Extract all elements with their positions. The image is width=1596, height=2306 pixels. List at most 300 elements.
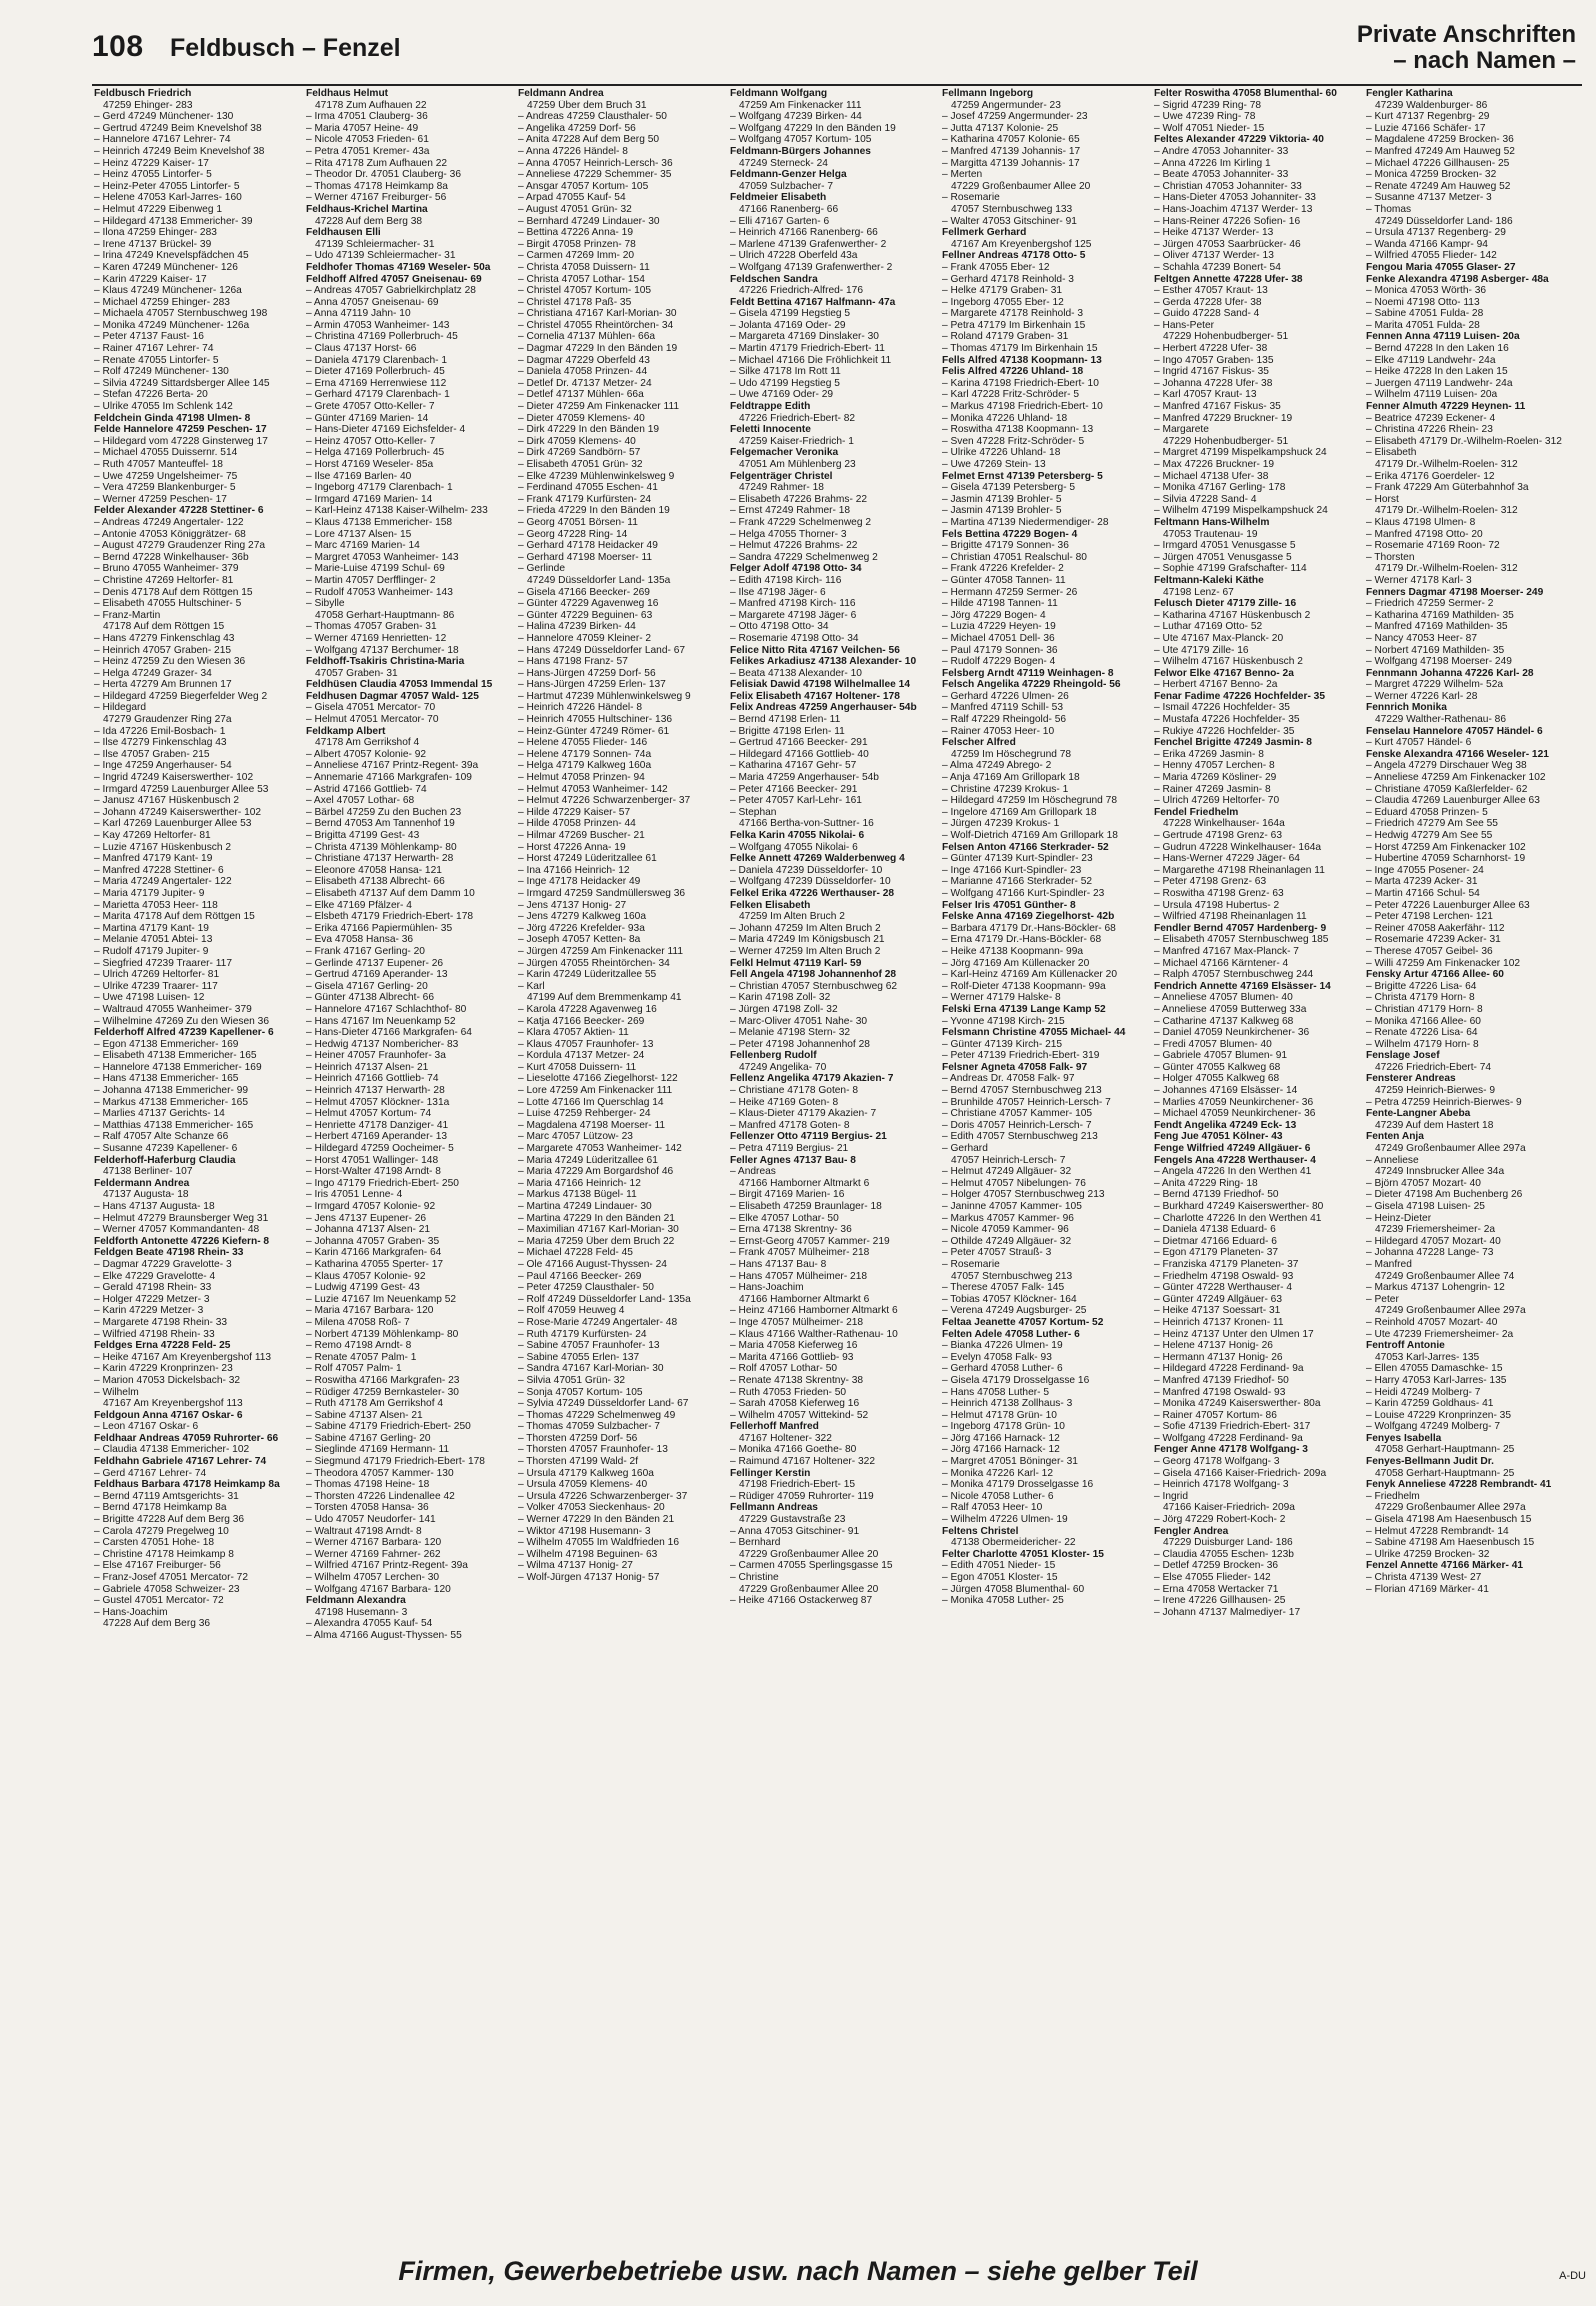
directory-entry: 47279 Graudenzer Ring 27a <box>103 714 232 726</box>
directory-entry: – Edith 47051 Nieder- 15 <box>942 1560 1056 1572</box>
directory-entry: – Joseph 47057 Ketten- 8a <box>518 934 641 946</box>
surname-entry: Felis Alfred 47226 Uhland- 18 <box>942 366 1084 378</box>
directory-entry: – Luise 47259 Rehberger- 24 <box>518 1108 651 1120</box>
directory-entry: – Heike 47228 In den Laken 15 <box>1366 366 1508 378</box>
directory-entry: – Wolfgang 47229 In den Bänden 19 <box>730 122 896 134</box>
directory-entry: 47179 Dr.-Wilhelm-Roelen- 312 <box>1375 505 1518 517</box>
directory-entry: – Frieda 47229 In den Bänden 19 <box>518 505 670 517</box>
directory-entry: – Elisabeth 47226 Brahms- 22 <box>730 493 868 505</box>
directory-entry: – Hilde 47198 Tannen- 11 <box>942 598 1058 610</box>
directory-entry: – Thomas 47229 Schelmenweg 49 <box>518 1409 676 1421</box>
directory-entry: – Ingelore 47169 Am Grillopark 18 <box>942 806 1097 818</box>
directory-entry: – Björn 47057 Mozart- 40 <box>1366 1177 1481 1189</box>
directory-entry: – Gisela 47198 Am Haesenbusch 15 <box>1366 1514 1532 1526</box>
directory-entry: – Georg 47178 Wolfgang- 3 <box>1154 1456 1280 1468</box>
directory-entry: – Janinne 47057 Kammer- 105 <box>942 1201 1082 1212</box>
directory-entry: – Detlef 47259 Brocken- 36 <box>1154 1560 1279 1572</box>
directory-entry: – Jolanta 47169 Oder- 29 <box>730 319 846 331</box>
directory-column-1 <box>92 88 304 2252</box>
directory-entry: – Gustel 47051 Mercator- 72 <box>94 1595 224 1607</box>
directory-entry: – Monika 47166 Allee- 60 <box>1366 1015 1481 1027</box>
directory-entry: – Beatrice 47239 Eckener- 4 <box>1366 412 1496 424</box>
directory-entry: 47053 Trautenau- 19 <box>1163 528 1258 540</box>
surname-entry: Felsch Angelika 47229 Rheingold- 56 <box>942 679 1121 691</box>
directory-entry: – Marlies 47059 Neunkirchener- 36 <box>1154 1096 1314 1108</box>
directory-entry: – Luzie 47167 Im Neuenkamp 52 <box>306 1293 457 1305</box>
directory-entry: 47179 Dr.-Wilhelm-Roelen- 312 <box>1375 563 1518 575</box>
directory-entry: – Georg 47051 Börsen- 11 <box>518 516 638 528</box>
directory-entry: – Sandra 47167 Karl-Morian- 30 <box>518 1363 664 1375</box>
directory-entry: – Dirk 47269 Sandbörn- 57 <box>518 447 641 459</box>
directory-entry: – Waltraud 47055 Wanheimer- 379 <box>94 1003 252 1015</box>
directory-entry: – Peter 47226 Lauenburger Allee 63 <box>1366 899 1530 911</box>
directory-entry: – Theodora 47057 Kammer- 130 <box>306 1467 454 1479</box>
surname-entry: Feldtrappe Edith <box>730 401 811 413</box>
footer-note: Firmen, Gewerbebetriebe usw. nach Namen – siehe gelber Teil <box>398 2256 1198 2286</box>
directory-entry: – Udo 47199 Hegstieg 5 <box>730 377 840 389</box>
directory-entry: – Bärbel 47259 Zu den Buchen 23 <box>306 806 462 818</box>
directory-entry: – Margret 47053 Wanheimer- 143 <box>306 551 459 563</box>
directory-entry: – Gisela 47199 Hegstieg 5 <box>730 308 851 320</box>
directory-entry: 47229 Gustavstraße 23 <box>739 1514 846 1526</box>
directory-entry: – Petra 47259 Heinrich-Bierwes- 9 <box>1366 1096 1522 1108</box>
directory-entry: – Ludwig 47199 Gest- 43 <box>306 1282 420 1294</box>
directory-entry: 47178 Zum Aufhauen 22 <box>315 99 427 111</box>
directory-entry: – Fredi 47057 Blumen- 40 <box>1154 1038 1272 1050</box>
directory-entry: – Jürgen 47058 Blumenthal- 60 <box>942 1583 1085 1595</box>
directory-entry: 47198 Husemann- 3 <box>315 1606 408 1618</box>
directory-entry: – Doris 47057 Heinrich-Lersch- 7 <box>942 1119 1092 1131</box>
directory-entry: 47179 Dr.-Wilhelm-Roelen- 312 <box>1375 459 1518 470</box>
surname-entry: Feldhaus Helmut <box>306 88 389 99</box>
directory-entry: – Kordula 47137 Metzer- 24 <box>518 1050 645 1062</box>
directory-entry: – Christiana 47167 Karl-Morian- 30 <box>518 308 677 320</box>
directory-entry: – Guido 47228 Sand- 4 <box>1154 308 1260 320</box>
directory-entry: – Hildegard 47259 Biegerfelder Weg 2 <box>94 690 268 702</box>
directory-entry: – Dieter 47198 Am Buchenberg 26 <box>1366 1189 1523 1201</box>
directory-entry: – Karl-Heinz 47169 Am Küllenacker 20 <box>942 969 1117 981</box>
directory-entry: 47229 Hohenbudberger- 51 <box>1163 331 1289 343</box>
directory-entry: – Rolf 47059 Heuweg 4 <box>518 1305 625 1317</box>
directory-entry: – Christine 47178 Heimkamp 8 <box>94 1548 234 1560</box>
directory-entry: – Lotte 47166 Im Querschlag 14 <box>518 1096 664 1108</box>
directory-entry: – Wilfried 47055 Flieder- 142 <box>1366 250 1497 262</box>
directory-entry: – Ulrike 47055 Im Schlenk 142 <box>94 401 233 413</box>
directory-entry: – Gerhard 47058 Luther- 6 <box>942 1363 1063 1375</box>
directory-entry: – Horst 47051 Wallinger- 148 <box>306 1154 439 1166</box>
directory-entry: – Sabine 47137 Alsen- 21 <box>306 1409 423 1421</box>
directory-entry: – Josef 47259 Angermunder- 23 <box>942 111 1088 123</box>
directory-entry: – Katharina 47169 Mathilden- 35 <box>1366 609 1514 621</box>
surname-entry: Fensky Artur 47166 Allee- 60 <box>1366 969 1504 981</box>
surname-entry: Feltmann-Kaleki Käthe <box>1154 574 1264 586</box>
directory-entry: – Marita 47166 Gottlieb- 93 <box>730 1351 854 1363</box>
directory-entry: – Thomas 47198 Heine- 18 <box>306 1479 430 1491</box>
directory-entry: – Petra 47051 Kremer- 43a <box>306 145 430 157</box>
directory-entry: – Günter 47055 Kalkweg 68 <box>1154 1061 1281 1073</box>
surname-entry: Felgemacher Veronika <box>730 447 839 459</box>
directory-entry: – Ernst-Georg 47057 Kammer- 219 <box>730 1235 890 1247</box>
directory-entry: – Monica 47259 Brocken- 32 <box>1366 169 1497 181</box>
surname-entry: Feldhusen Dagmar 47057 Wald- 125 <box>306 690 479 702</box>
directory-entry: – Janusz 47167 Hüskenbusch 2 <box>94 795 239 807</box>
directory-entry: 47229 Großenbaumer Allee 20 <box>739 1548 879 1560</box>
surname-entry: Felmet Ernst 47139 Petersberg- 5 <box>942 470 1103 482</box>
surname-entry: Felka Karin 47055 Nikolai- 6 <box>730 830 865 841</box>
surname-entry: Fentroff Antonie <box>1366 1340 1445 1352</box>
directory-entry: 47166 Bertha-von-Suttner- 16 <box>739 818 874 830</box>
directory-entry: – Frank 47167 Gerling- 20 <box>306 945 425 957</box>
directory-entry: – Heiner 47057 Fraunhofer- 3a <box>306 1050 446 1062</box>
directory-entry: – Elke 47229 Gravelotte- 4 <box>94 1270 216 1282</box>
directory-entry: – Ilse 47057 Graben- 215 <box>94 748 210 760</box>
directory-entry: – Rosemarie <box>942 1258 1000 1270</box>
directory-entry: – Tobias 47057 Klöckner- 164 <box>942 1293 1077 1305</box>
directory-entry: – Wolfgang 47198 Moerser- 249 <box>1366 656 1512 668</box>
directory-entry: – Kay 47269 Heltorfer- 81 <box>94 830 211 841</box>
directory-entry: – Lieselotte 47166 Ziegelhorst- 122 <box>518 1073 678 1085</box>
directory-entry: – Margarete 47178 Reinhold- 3 <box>942 308 1084 320</box>
directory-entry: – Alma 47166 August-Thyssen- 55 <box>306 1629 462 1641</box>
directory-entry: – Ingeborg 47055 Eber- 12 <box>942 296 1064 308</box>
directory-entry: – Wolfgang 47239 Düsseldorfer- 10 <box>730 876 891 888</box>
directory-entry: – Bernd 47178 Heimkamp 8a <box>94 1502 227 1514</box>
directory-entry: – Gisela 47051 Mercator- 70 <box>306 702 436 714</box>
directory-entry: 47138 Obermeidericher- 22 <box>951 1537 1076 1549</box>
directory-entry: – Michael 47059 Neunkirchener- 36 <box>1154 1108 1316 1120</box>
directory-entry: – Birgit 47169 Marien- 16 <box>730 1189 845 1201</box>
directory-entry: – Maria 47229 Am Borgardshof 46 <box>518 1166 674 1178</box>
directory-entry: – Daniela 47138 Eduard- 6 <box>1154 1224 1276 1236</box>
directory-entry: – Ingrid <box>1154 1490 1188 1502</box>
directory-entry: – Werner 47259 Peschen- 17 <box>94 493 227 505</box>
directory-entry: – Rolf 47057 Palm- 1 <box>306 1363 402 1375</box>
directory-entry: – Peter 47057 Strauß- 3 <box>942 1247 1052 1259</box>
directory-entry: – Siegmund 47179 Friedrich-Ebert- 178 <box>306 1456 485 1468</box>
directory-entry: – Christina 47226 Rhein- 23 <box>1366 424 1493 436</box>
directory-entry: – Jasmin 47139 Brohler- 5 <box>942 493 1062 505</box>
directory-entry: – Karin 47198 Zoll- 32 <box>730 992 831 1004</box>
directory-entry: – Gabriele 47057 Blumen- 91 <box>1154 1050 1288 1062</box>
directory-entry: – Maria 47259 Angerhauser- 54b <box>730 772 879 784</box>
directory-entry: 47226 Friedrich-Alfred- 176 <box>739 285 864 297</box>
directory-entry: – Wilhelm <box>94 1386 139 1398</box>
surname-entry: Felikes Arkadiusz 47138 Alexander- 10 <box>730 656 917 668</box>
directory-entry: – Charlotte 47226 In den Werthen 41 <box>1154 1212 1322 1224</box>
directory-entry: – Inge 47259 Angerhauser- 54 <box>94 760 232 772</box>
directory-entry: – Bernhard <box>730 1537 781 1549</box>
directory-entry: – Hans 47279 Finkenschlag 43 <box>94 632 235 644</box>
directory-entry: – Monika 47058 Luther- 25 <box>942 1595 1064 1607</box>
directory-entry: – Helene 47179 Sonnen- 74a <box>518 748 652 760</box>
directory-entry: – Martina 47229 In den Bänden 21 <box>518 1212 675 1224</box>
directory-entry: – Günter 47138 Albrecht- 66 <box>306 992 434 1004</box>
surname-entry: Feltens Christel <box>942 1525 1019 1537</box>
directory-entry: – Helene 47053 Karl-Jarres- 160 <box>94 192 242 204</box>
directory-entry: – Alma 47249 Abrego- 2 <box>942 760 1052 772</box>
directory-entry: – Anna 47053 Gitschiner- 91 <box>730 1525 860 1537</box>
directory-entry: – Catharine 47137 Kalkweg 68 <box>1154 1015 1294 1027</box>
directory-entry: – Daniel 47059 Neunkirchener- 36 <box>1154 1027 1310 1039</box>
directory-entry: – Klaus 47057 Fraunhofer- 13 <box>518 1038 654 1050</box>
directory-entry: – Ursula 47226 Schwarzenberger- 37 <box>518 1490 688 1502</box>
directory-entry: – Johanna 47137 Alsen- 21 <box>306 1224 431 1236</box>
directory-entry: – Hans-Dieter 47053 Johanniter- 33 <box>1154 192 1316 204</box>
directory-entry: – Peter 47198 Lerchen- 121 <box>1366 911 1493 923</box>
directory-entry: – Werner 47167 Barbara- 120 <box>306 1537 442 1549</box>
directory-entry: – Armin 47053 Wanheimer- 143 <box>306 319 450 331</box>
directory-entry: – Ingrid 47249 Kaiserswerther- 102 <box>94 772 254 784</box>
directory-entry: – Hildegard vom 47228 Ginsterweg 17 <box>94 435 268 447</box>
directory-entry: – Wilhelm 47199 Mispelkampshuck 24 <box>1154 505 1328 517</box>
directory-entry: – Thorsten <box>1366 551 1415 563</box>
directory-entry: – Sophie 47199 Grafschafter- 114 <box>1154 563 1307 575</box>
directory-entry: – Gudrun 47228 Winkelhauser- 164a <box>1154 841 1322 853</box>
directory-entry: – Werner 47259 Im Alten Bruch 2 <box>730 945 881 957</box>
directory-entry: – Holger 47057 Sternbuschweg 213 <box>942 1189 1105 1201</box>
directory-entry: – Uwe 47239 Ring- 78 <box>1154 111 1256 123</box>
directory-entry: – Jens 47137 Honig- 27 <box>518 899 627 911</box>
surname-entry: Felter Charlotte 47051 Kloster- 15 <box>942 1548 1104 1560</box>
directory-entry: – Bettina 47226 Anna- 19 <box>518 227 633 239</box>
directory-entry: – August 47279 Graudenzer Ring 27a <box>94 540 266 552</box>
surname-entry: Fenten Anja <box>1366 1131 1424 1143</box>
directory-entry: – Marta 47239 Acker- 31 <box>1366 876 1478 888</box>
directory-entry: – Horst 47249 Lüderitzallee 61 <box>518 853 657 865</box>
directory-entry: – Anneliese 47059 Butterweg 33a <box>1154 1003 1307 1015</box>
surname-entry: Feldges Erna 47228 Feld- 25 <box>94 1340 231 1352</box>
directory-entry: – Ralph 47057 Sternbuschweg 244 <box>1154 969 1314 981</box>
directory-entry: – Henny 47057 Lerchen- 8 <box>1154 760 1275 772</box>
directory-entry: – Katharina 47055 Sperter- 17 <box>306 1258 444 1270</box>
surname-entry: Fellmann Andreas <box>730 1502 818 1514</box>
directory-entry: – Johanna 47138 Emmericher- 99 <box>94 1085 249 1097</box>
section-title-line2: – nach Namen – <box>1393 47 1576 74</box>
directory-entry: – Marlene 47139 Grafenwerther- 2 <box>730 238 887 250</box>
surname-entry: Felderhoff Alfred 47239 Kapellener- 6 <box>94 1027 274 1039</box>
directory-entry: – Werner 47229 In den Bänden 21 <box>518 1514 675 1526</box>
directory-entry: – Elke 47119 Landwehr- 24a <box>1366 354 1496 366</box>
surname-entry: Feldmeier Elisabeth <box>730 192 827 204</box>
directory-entry: – Angela 47279 Dirschauer Weg 38 <box>1366 760 1527 772</box>
directory-entry: – Michael 47228 Feld- 45 <box>518 1247 633 1259</box>
directory-entry: – Markus 47137 Lohengrin- 12 <box>1366 1282 1505 1294</box>
page-name-range: Feldbusch – Fenzel <box>170 34 401 62</box>
directory-entry: – Christa 47058 Duissern- 11 <box>518 261 650 273</box>
page-code: A-DU <box>1559 2270 1586 2282</box>
directory-entry: – Nicole 47059 Kammer- 96 <box>942 1224 1069 1236</box>
directory-entry: – Margret 47229 Wilhelm- 52a <box>1366 679 1504 691</box>
directory-entry: – Werner 47169 Fahrner- 262 <box>306 1548 441 1560</box>
directory-entry: – Sabine 47167 Gerling- 20 <box>306 1432 431 1444</box>
directory-entry: – Elke 47057 Lothar- 50 <box>730 1212 839 1224</box>
directory-entry: – Gerhard 47179 Clarenbach- 1 <box>306 389 450 401</box>
directory-entry: – Heike 47167 Am Kreyenbergshof 113 <box>94 1351 272 1363</box>
directory-entry: – Ruth 47179 Kurfürsten- 24 <box>518 1328 647 1340</box>
directory-entry: – Bernd 47053 Am Tannenhof 19 <box>306 818 455 830</box>
directory-entry: 47226 Friedrich-Ebert- 74 <box>1375 1061 1492 1073</box>
directory-entry: – Ulrich 47269 Heltorfer- 81 <box>94 969 220 981</box>
directory-entry: – Helmut 47229 Eibenweg 1 <box>94 203 222 215</box>
directory-entry: – Margarete 47198 Jäger- 6 <box>730 609 857 621</box>
directory-entry: – Manfred 47139 Johannis- 17 <box>942 145 1081 157</box>
directory-entry: – Henriette 47178 Danziger- 41 <box>306 1119 449 1131</box>
directory-entry: – Ingo 47057 Graben- 135 <box>1154 354 1274 366</box>
surname-entry: Fenzel Annette 47166 Märker- 41 <box>1366 1560 1524 1572</box>
directory-entry: – Jörg 47169 Am Küllenacker 20 <box>942 957 1090 969</box>
directory-entry: – Horst 47226 Anna- 19 <box>518 841 626 853</box>
directory-entry: – Hedwig 47137 Nombericher- 83 <box>306 1038 459 1050</box>
directory-entry: – Marc 47169 Marien- 14 <box>306 540 420 552</box>
directory-entry: – Erna 47138 Skrentny- 36 <box>730 1224 852 1236</box>
surname-entry: Feldt Bettina 47167 Halfmann- 47a <box>730 296 896 308</box>
directory-entry: – Maria 47058 Kieferweg 16 <box>730 1340 858 1352</box>
surname-entry: Feldmann Andrea <box>518 88 604 99</box>
directory-entry: – Elisabeth 47055 Hultschiner- 5 <box>94 598 242 610</box>
directory-entry: – Johanna 47057 Graben- 35 <box>306 1235 440 1247</box>
directory-entry: – Sonja 47057 Kortum- 105 <box>518 1386 643 1398</box>
directory-entry: 47249 Angelika- 70 <box>739 1061 827 1073</box>
directory-entry: – Margarethe 47198 Rheinanlagen 11 <box>1154 864 1325 876</box>
directory-entry: – Melanie 47051 Abtei- 13 <box>94 934 213 946</box>
directory-entry: – Margarete 47198 Rhein- 33 <box>94 1316 228 1328</box>
page-header <box>92 22 1582 84</box>
directory-entry: – Christa 47139 West- 27 <box>1366 1572 1482 1583</box>
directory-entry: – Roland 47179 Graben- 31 <box>942 331 1069 343</box>
surname-entry: Fels Bettina 47229 Bogen- 4 <box>942 528 1078 540</box>
directory-entry: – Erna 47179 Dr.-Hans-Böckler- 68 <box>942 934 1102 946</box>
directory-entry: – Noemi 47198 Otto- 113 <box>1366 296 1480 308</box>
directory-entry: – Katja 47166 Beecker- 269 <box>518 1015 645 1027</box>
directory-entry: – Heinz 47229 Kaiser- 17 <box>94 157 209 169</box>
directory-entry: – Stefan 47226 Berta- 20 <box>94 389 208 401</box>
surname-entry: Feldhoff-Tsakiris Christina-Maria <box>306 656 465 668</box>
directory-entry: – Margareta 47169 Dinslaker- 30 <box>730 331 879 343</box>
directory-entry: – Gerda 47228 Ufer- 38 <box>1154 296 1262 308</box>
directory-column-2 <box>304 88 516 2252</box>
directory-entry: – Ralf 47229 Rheingold- 56 <box>942 714 1067 726</box>
directory-entry: – Eva 47058 Hansa- 36 <box>306 934 414 946</box>
directory-entry: – Uwe 47198 Luisen- 12 <box>94 992 205 1004</box>
directory-entry: – Heike 47138 Koopmann- 99a <box>942 945 1084 957</box>
directory-entry: – Hedwig 47279 Am See 55 <box>1366 830 1493 841</box>
directory-entry: – Karina 47198 Friedrich-Ebert- 10 <box>942 377 1099 389</box>
directory-entry: 47259 Über dem Bruch 31 <box>527 99 647 111</box>
directory-entry: – Elisabeth 47057 Sternbuschweg 185 <box>1154 934 1329 946</box>
directory-entry: – Roswitha 47138 Koopmann- 13 <box>942 424 1094 436</box>
directory-entry: – Uwe 47259 Ungelsheimer- 75 <box>94 470 238 482</box>
surname-entry: Fenner Almuth 47229 Heynen- 11 <box>1366 401 1526 413</box>
directory-entry: 47058 Gerhart-Hauptmann- 86 <box>315 609 455 621</box>
directory-entry: – Petra 47179 Im Birkenhain 15 <box>942 319 1086 331</box>
directory-entry: – Gerhard <box>942 1143 988 1155</box>
directory-entry: – Susanne 47137 Metzer- 3 <box>1366 192 1492 204</box>
surname-entry: Fellerhoff Manfred <box>730 1421 819 1433</box>
directory-entry: – Edith 47198 Kirch- 116 <box>730 574 842 586</box>
directory-entry: – Erna 47058 Wertacker 71 <box>1154 1583 1279 1595</box>
directory-entry: – Antonie 47053 Königgrätzer- 68 <box>94 528 246 540</box>
directory-entry: – Elisabeth 47179 Dr.-Wilhelm-Roelen- 312 <box>1366 435 1562 447</box>
directory-entry: – Hannelore 47059 Kleiner- 2 <box>518 632 652 644</box>
surname-entry: Feldforth Antonette 47226 Kiefern- 8 <box>94 1235 270 1247</box>
directory-entry: – Hans 47058 Luther- 5 <box>942 1386 1050 1398</box>
directory-entry: – Iris 47051 Lenne- 4 <box>306 1189 403 1201</box>
directory-entry: – Nicole 47058 Luther- 6 <box>942 1490 1054 1502</box>
directory-entry: – Raimund 47167 Holtener- 322 <box>730 1456 875 1468</box>
directory-entry: – Hildegard 47259 Im Höschegrund 78 <box>942 795 1117 807</box>
directory-entry: – Martin 47179 Friedrich-Ebert- 11 <box>730 343 885 355</box>
directory-entry: – Bernd 47057 Sternbuschweg 213 <box>942 1085 1102 1097</box>
directory-entry: – Ursula 47198 Hubertus- 2 <box>1154 899 1280 911</box>
directory-entry: – Kurt 47137 Regenbrg- 29 <box>1366 111 1490 123</box>
directory-entry: – Astrid 47166 Gottlieb- 74 <box>306 783 427 795</box>
directory-entry: – Klaus-Dieter 47179 Akazien- 7 <box>730 1108 877 1120</box>
surname-entry: Feldhaar Andreas 47059 Ruhrorter- 66 <box>94 1432 279 1444</box>
directory-entry: – Hildegard 47057 Mozart- 40 <box>1366 1235 1501 1247</box>
directory-entry: – Susanne 47239 Kapellener- 6 <box>94 1143 238 1155</box>
directory-entry: – Markus 47057 Kammer- 96 <box>942 1212 1074 1224</box>
directory-entry: – Sofie 47139 Friedrich-Ebert- 317 <box>1154 1421 1311 1433</box>
directory-entry: – Anna 47226 Händel- 8 <box>518 145 628 157</box>
directory-entry: – Gerald 47198 Rhein- 33 <box>94 1282 212 1294</box>
directory-entry: – Peter 47137 Faust- 16 <box>94 331 204 343</box>
directory-entry: – Hildegard <box>94 702 147 714</box>
surname-entry: Feldgen Beate 47198 Rhein- 33 <box>94 1247 244 1259</box>
directory-entry: – Claudia 47055 Eschen- 123b <box>1154 1548 1294 1560</box>
surname-entry: Fenners Dagmar 47198 Moerser- 249 <box>1366 586 1544 598</box>
surname-entry: Fell Angela 47198 Johannenhof 28 <box>730 969 897 981</box>
directory-entry: – Brigitte 47198 Erlen- 11 <box>730 725 845 737</box>
directory-entry: – Andreas 47259 Clausthaler- 50 <box>518 111 667 123</box>
surname-entry: Fennmann Johanna 47226 Karl- 28 <box>1366 667 1534 679</box>
surname-entry: Fenske Alexandra 47166 Weseler- 121 <box>1366 748 1549 760</box>
directory-entry: 47178 Auf dem Röttgen 15 <box>103 621 225 633</box>
surname-entry: Feletti Innocente <box>730 424 811 436</box>
directory-entry: – Michaela 47057 Sternbuschweg 198 <box>94 308 268 320</box>
directory-entry: – Christel 47178 Paß- 35 <box>518 296 632 308</box>
directory-entry: – Christel 47055 Rheintörchen- 34 <box>518 319 674 331</box>
directory-entry: – Christa 47139 Möhlenkamp- 80 <box>306 841 457 853</box>
surname-entry: Fenge Wilfried 47249 Allgäuer- 6 <box>1154 1143 1311 1155</box>
directory-entry: – Katharina 47057 Kolonie- 65 <box>942 134 1080 146</box>
directory-entry: – Frank 47055 Eber- 12 <box>942 261 1050 273</box>
directory-entry: – Rudolf 47229 Bogen- 4 <box>942 656 1056 668</box>
section-title <box>1357 22 1576 74</box>
directory-entry: – Anneliese 47259 Am Finkenacker 102 <box>1366 772 1546 784</box>
directory-entry: 47249 Großenbaumer Allee 74 <box>1375 1270 1515 1282</box>
directory-entry: – Hans-Joachim 47137 Werder- 13 <box>1154 203 1313 215</box>
directory-entry: – Thorsten 47259 Dorf- 56 <box>518 1432 638 1444</box>
directory-entry: 47178 Am Gerrikshof 4 <box>315 737 420 749</box>
directory-entry: 47229 Großenbaumer Allee 297a <box>1375 1502 1526 1514</box>
directory-entry: – Christine <box>730 1572 779 1583</box>
directory-entry: – Peter 47198 Grenz- 63 <box>1154 876 1267 888</box>
directory-entry: – Anja 47169 Am Grillopark 18 <box>942 772 1080 784</box>
directory-entry: – Luzie 47166 Schäfer- 17 <box>1366 122 1486 134</box>
directory-entry: – Petra 47119 Bergius- 21 <box>730 1143 849 1155</box>
directory-entry: – Peter 47259 Clausthaler- 50 <box>518 1282 654 1294</box>
directory-entry: – Ida 47226 Emil-Bosbach- 1 <box>94 725 226 737</box>
directory-entry: – Othilde 47249 Allgäuer- 32 <box>942 1235 1072 1247</box>
directory-entry: 47259 Ehinger- 283 <box>103 99 193 111</box>
directory-entry: – Elisabeth <box>1366 447 1417 459</box>
directory-entry: – Monika 47179 Drosselgasse 16 <box>942 1479 1094 1491</box>
directory-entry: – Katharina 47167 Gehr- 57 <box>730 760 857 772</box>
directory-entry: – Elisabeth 47138 Albrecht- 66 <box>306 876 445 888</box>
directory-entry: – Jörg 47229 Bogen- 4 <box>942 609 1046 621</box>
directory-entry: – Monika 47249 Kaiserswerther- 80a <box>1154 1398 1321 1410</box>
directory-entry: – Gisela 47166 Beecker- 269 <box>518 586 650 598</box>
